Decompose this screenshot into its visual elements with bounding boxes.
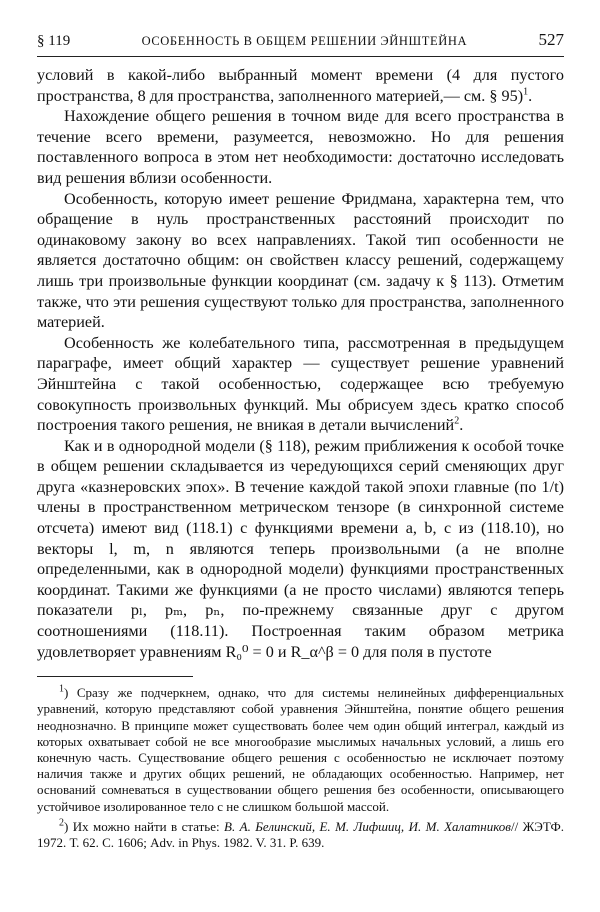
main-text: [37, 65, 564, 662]
paragraph-4: Особенность же колебательного типа, рассмотренная в предыдущем параграфе, имеет общий характер — существует решение уравнений Эйнштейна с такой особенностью, содержащее всю требуемую совокупность произвольных функций. Мы обрисуем здесь кратко способ построения такого решения, не вникая в детали вычислений$^2$.: [37, 333, 564, 435]
paragraph-5: Как и в однородной модели (§ 118), режим приближения к особой точке в общем решении складывается из чередующихся серий сменяющих друг друга «казнеровских эпох». В течение каждой такой эпохи главные (по 1/t) члены в пространственном метрическом тензоре (в синхронной системе отсчета) имеют вид (118.1) с функциями времени a, b, c из (118.10), но векторы l, m, n являются теперь произвольными (а не вполне определенными, как в однородной модели) функциями пространственных координат. Такими же функциями (а не просто числами) являются теперь показатели pₗ, pₘ, pₙ, по-прежнему связанные друг с другом соотношениями (118.11). Построенная таким образом метрика удовлетворяет уравнениям R₀⁰ = 0 и R_α^β = 0 для поля в пустоте: [37, 436, 564, 661]
footnote-ref-1: 1: [523, 86, 529, 98]
footnote-ref-2: 2: [454, 415, 460, 427]
paragraph-2: Нахождение общего решения в точном виде для всего пространства в течение всего времени, разумеется, невозможно. Но для решения поставленного вопроса в этом нет необходимости: достаточно исследовать вид решения вблизи особенности.: [37, 107, 564, 187]
footnote-authors: В. А. Белинский, Е. М. Лифшиц, И. М. Халатников: [224, 818, 511, 834]
section-number: § 119: [37, 33, 71, 49]
paragraph-1: условий в какой-либо выбранный момент времени (4 для пустого пространства, 8 для пространства, заполненного материей,— см. § 95)$^1$.: [37, 66, 564, 105]
paragraph-3: Особенность, которую имеет решение Фридмана, характерна тем, что обращение в нуль пространственных расстояний происходит по одинаковому закону во всех направлениях. Такой тип особенности не является достаточно общим: он свойствен классу решений, содержащему лишь три произвольные функции координат (см. задачу к § 113). Отметим также, что эти решения существуют только для пространства, заполненного материей.: [37, 189, 564, 332]
footnotes: [37, 685, 564, 851]
footnote-1: $^1$) Сразу же подчеркнем, однако, что для системы нелинейных дифференциальных уравнений, которую представляют собой уравнения Эйнштейна, понятие общего решения неоднозначно. В принципе может существовать более чем один общий интеграл, каждый из которых охватывает собой не все многообразие мыслимых начальных условий, а лишь его конечную часть. Существование общего решения с особенностью не исключает поэтому наличия также и других общих решений, не обладающих особенностью. Например, нет оснований сомневаться в существовании общего решения без особенности, описывающего устойчивое изолированное тело с не слишком большой массой.: [37, 683, 564, 814]
footnote-mark-2: 2: [59, 817, 64, 829]
page-number: 527: [538, 30, 564, 49]
footnote-rule: [37, 676, 193, 677]
footnote-mark-1: 1: [59, 683, 64, 695]
running-title: ОСОБЕННОСТЬ В ОБЩЕМ РЕШЕНИИ ЭЙНШТЕЙНА: [141, 34, 468, 48]
footnote-2: $^2$) Их можно найти в статье: В. А. Белинский, Е. М. Лифшиц, И. М. Халатников// ЖЭТФ. 1972. Т. 62. С. 1606; Adv. in Phys. 1982. V. 31. P. 639.: [37, 817, 564, 851]
running-head: [37, 30, 564, 52]
header-rule: [37, 56, 564, 57]
